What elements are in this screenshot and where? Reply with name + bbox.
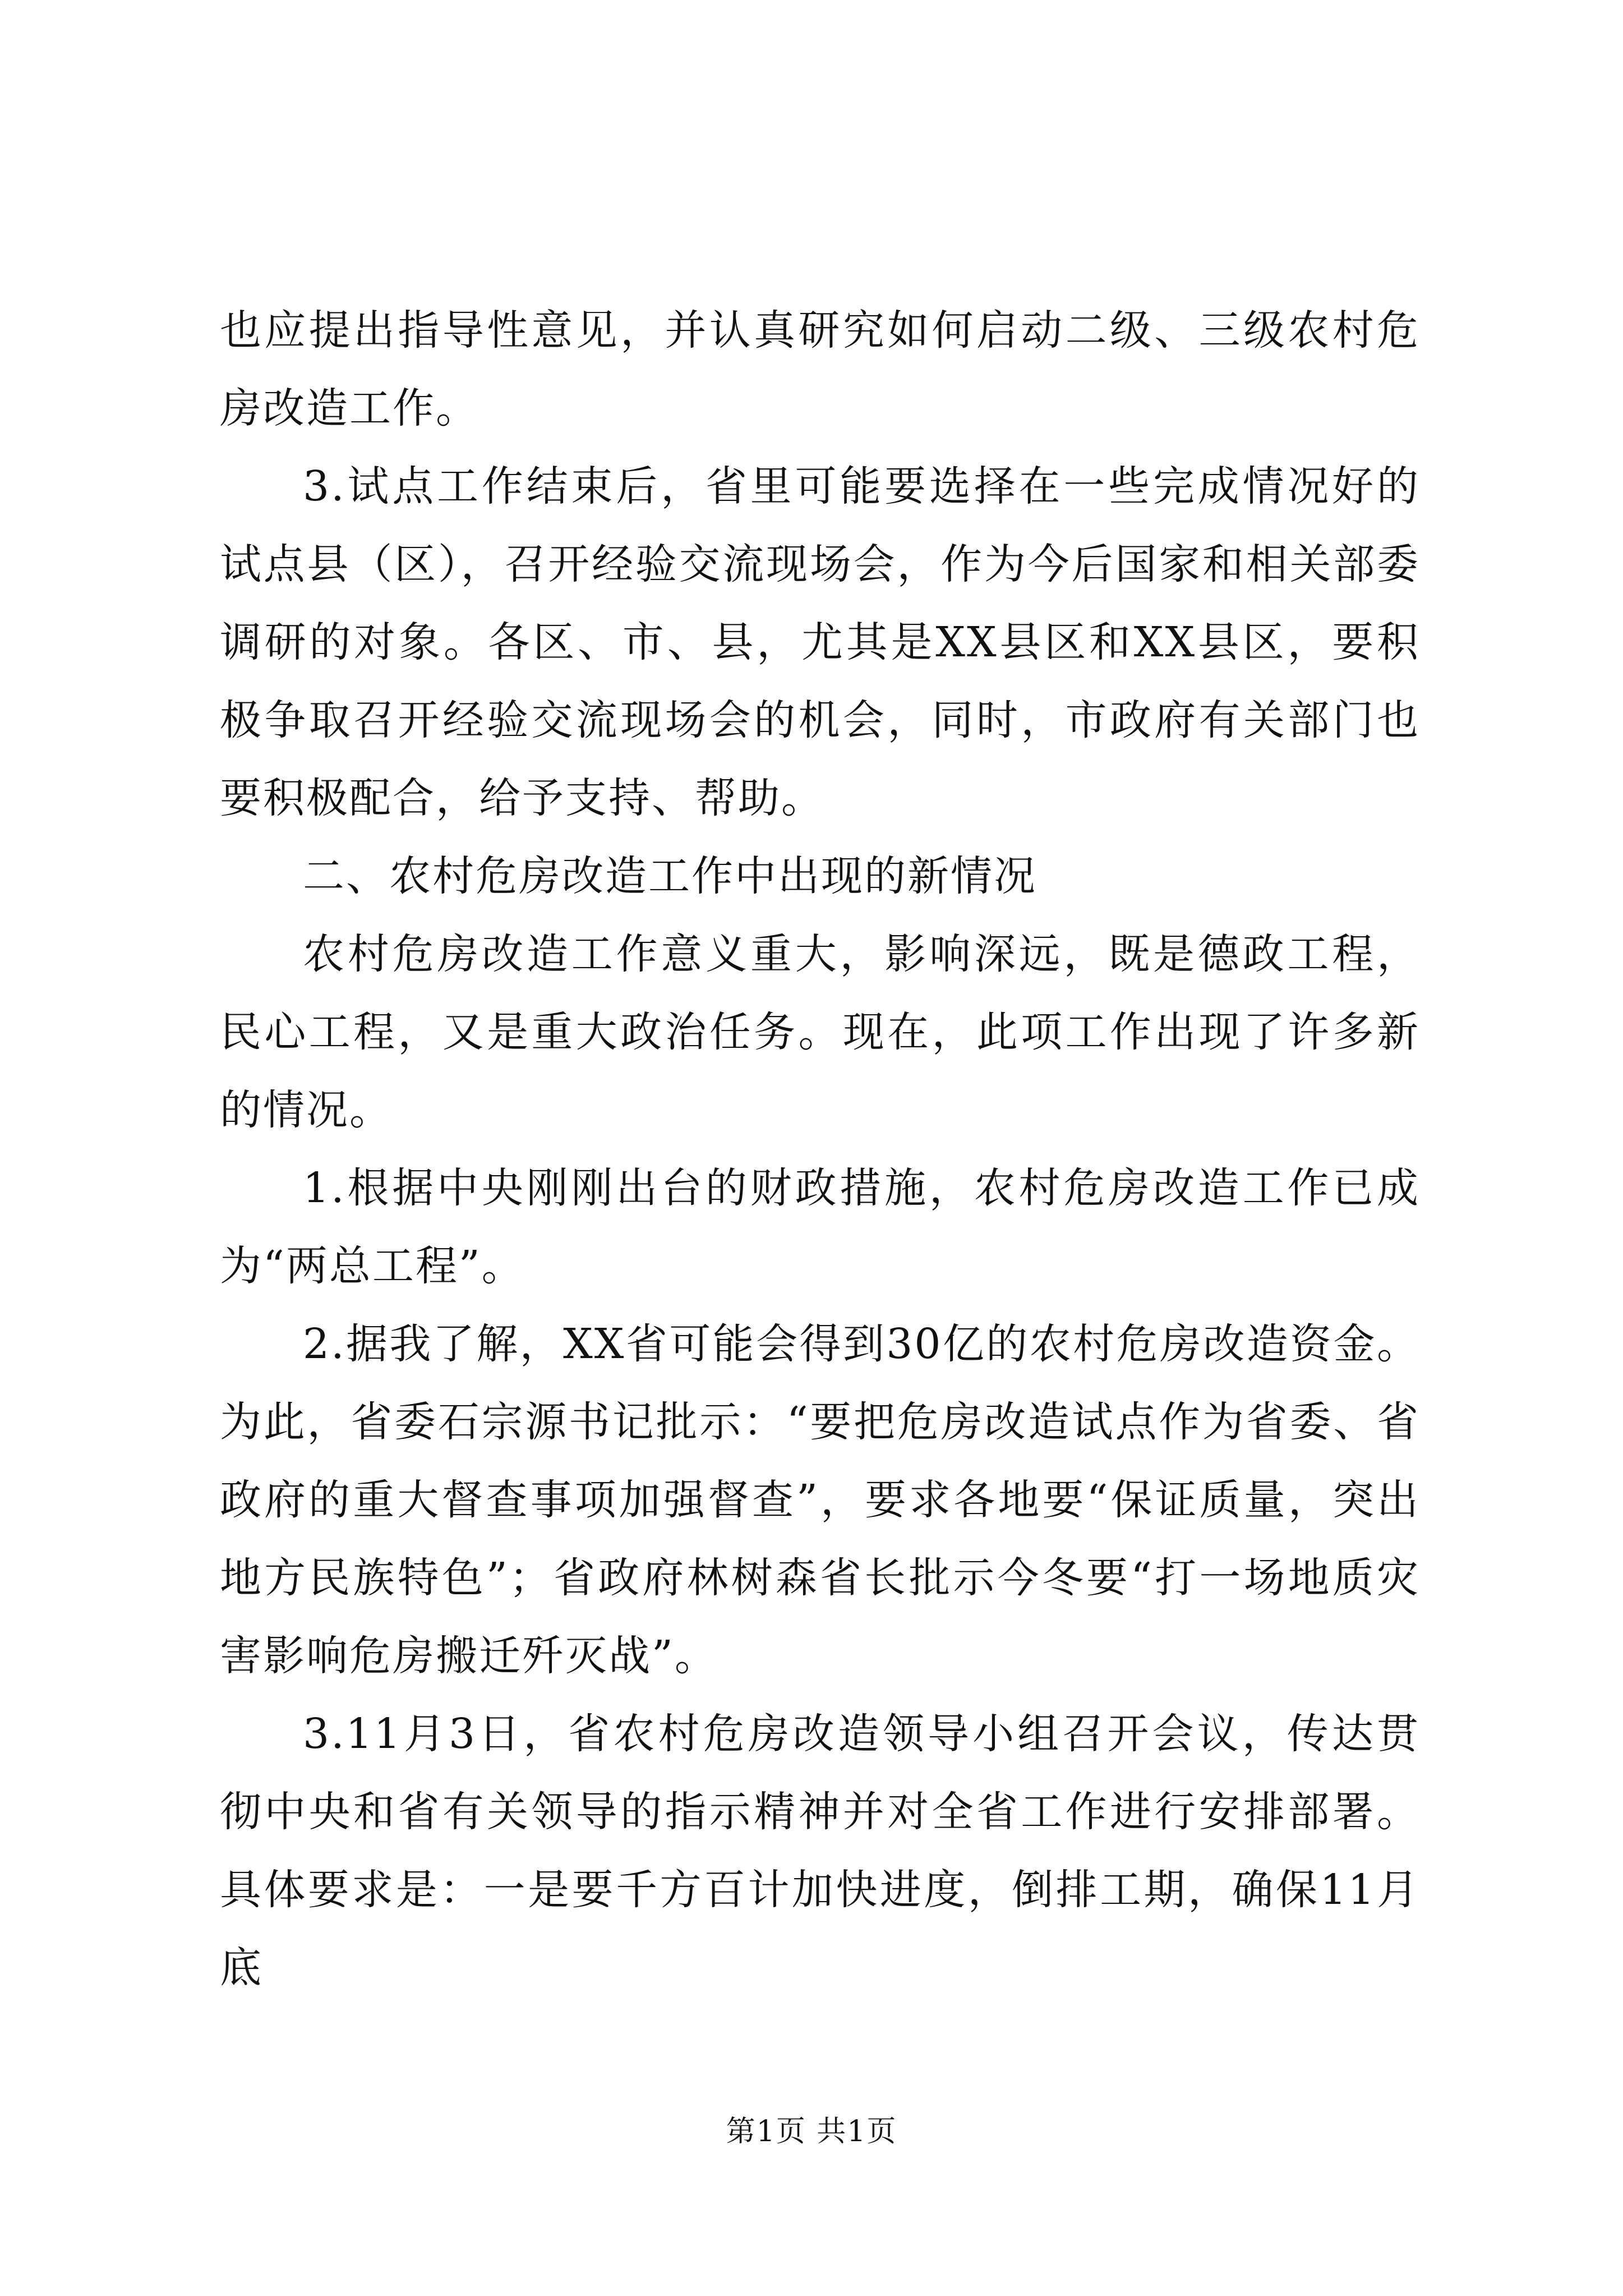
paragraph-2: 3.试点工作结束后，省里可能要选择在一些完成情况好的试点县（区），召开经验交流现场会，作为今后国家和相关部委调研的对象。各区、市、县，尤其是XX县区和XX县区，要积极争取召开经验交流现场会的机会，同时，市政府有关部门也要积极配合，给予支持、帮助。 <box>220 462 1420 822</box>
page-footer: 第1页 共1页 <box>726 2115 897 2148</box>
paragraph-4: 1.根据中央刚刚出台的财政措施，农村危房改造工作已成为“两总工程”。 <box>220 1164 1420 1290</box>
document-body <box>220 292 1420 2007</box>
paragraph-6: 3.11月3日，省农村危房改造领导小组召开会议，传达贯彻中央和省有关领导的指示精神并对全省工作进行安排部署。具体要求是：一是要千方百计加快进度，倒排工期，确保11月底 <box>220 1710 1420 1992</box>
section-heading: 二、农村危房改造工作中出现的新情况 <box>303 852 1037 900</box>
paragraph-1: 也应提出指导性意见，并认真研究如何启动二级、三级农村危房改造工作。 <box>220 306 1420 432</box>
paragraph-3: 农村危房改造工作意义重大，影响深远，既是德政工程，民心工程，又是重大政治任务。现在，此项工作出现了许多新的情况。 <box>220 930 1420 1134</box>
paragraph-5: 2.据我了解，XX省可能会得到30亿的农村危房改造资金。为此，省委石宗源书记批示：“要把危房改造试点作为省委、省政府的重大督查事项加强督查”，要求各地要“保证质量，突出地方民族特色”；省政府林树森省长批示今冬要“打一场地质灾害影响危房搬迁歼灭战”。 <box>220 1320 1420 1680</box>
